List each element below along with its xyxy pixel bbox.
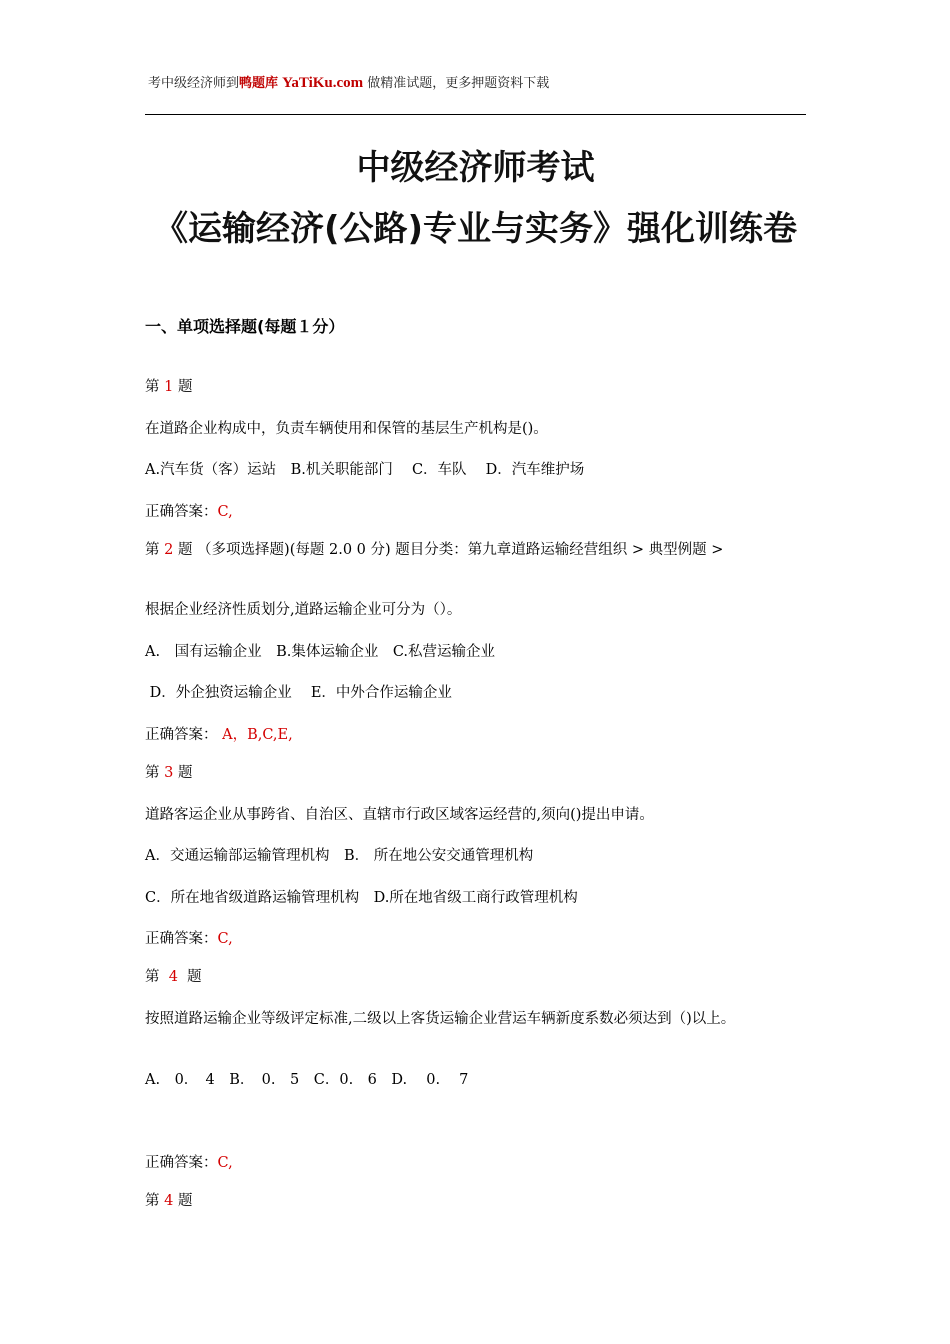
answer-value: A，B,C,E,	[217, 727, 293, 743]
question-label-suffix: 题	[173, 765, 193, 781]
section-heading: 一、单项选择题(每题１分）	[145, 317, 345, 336]
question-3-options-1: A．交通运输部运输管理机构 B． 所在地公安交通管理机构	[145, 848, 534, 864]
question-3-label	[145, 764, 810, 783]
question-2-options-2: D．外企独资运输企业 E．中外合作运输企业	[145, 685, 452, 701]
question-number: 3	[164, 765, 174, 781]
header-suffix: 做精准试题，更多押题资料下载	[367, 76, 550, 91]
header-prefix: 考中级经济师到	[148, 76, 240, 91]
question-1-options: A.汽车货（客）运站 B.机关职能部门 C．车队 D．汽车维护场	[145, 462, 585, 478]
question-4-label	[145, 968, 810, 987]
question-label-suffix: 题	[173, 379, 193, 395]
question-label-suffix: 题	[177, 969, 202, 985]
question-1-label	[145, 378, 810, 397]
brand-name-cn: 鸭题库	[239, 76, 279, 91]
document-title-line1: 中级经济师考试	[356, 148, 595, 188]
brand-name-en: YaTiKu.com	[282, 75, 364, 91]
question-number: 4	[168, 969, 178, 985]
question-label-prefix: 第	[145, 765, 165, 781]
question-4-stem: 按照道路运输企业等级评定标准,二级以上客货运输企业营运车辆新度系数必须达到（)以上。	[145, 1011, 736, 1027]
question-1-answer	[145, 503, 810, 522]
answer-value: C,	[217, 504, 233, 520]
question-2-answer	[145, 726, 810, 745]
header-divider	[145, 114, 806, 115]
question-number: 1	[164, 379, 174, 395]
question-label-prefix: 第	[145, 379, 165, 395]
answer-label: 正确答案：	[145, 504, 218, 520]
document-title-line2: 《运输经济(公路)专业与实务》强化训练卷	[153, 209, 798, 249]
question-3-answer	[145, 930, 810, 949]
question-label-prefix: 第	[145, 542, 165, 558]
answer-value: C,	[217, 931, 233, 947]
answer-value: C,	[217, 1155, 233, 1171]
question-label-suffix: 题	[173, 1193, 193, 1209]
question-number: 2	[164, 542, 174, 558]
question-label-prefix: 第	[145, 969, 169, 985]
question-label-prefix: 第	[145, 1193, 165, 1209]
question-1-stem: 在道路企业构成中，负责车辆使用和保管的基层生产机构是()。	[145, 421, 548, 437]
answer-label: 正确答案：	[145, 1155, 218, 1171]
question-3-stem: 道路客运企业从事跨省、自治区、直辖市行政区域客运经营的,须向()提出申请。	[145, 807, 654, 823]
question-number: 4	[164, 1193, 174, 1209]
question-5-label	[145, 1192, 810, 1211]
question-4-answer	[145, 1154, 810, 1173]
question-label-suffix: 题 （多项选择题)(每题 2.0 0 分) 题目分类：第九章道路运输经营组织 > 典型例题 >	[173, 542, 724, 558]
page-header	[148, 72, 549, 92]
question-2-label	[145, 541, 810, 560]
question-2-stem: 根据企业经济性质划分,道路运输企业可分为（）。	[145, 602, 462, 618]
answer-label: 正确答案：	[145, 727, 218, 743]
question-2-options-1: A. 国有运输企业 B.集体运输企业 C.私营运输企业	[145, 644, 496, 660]
answer-label: 正确答案：	[145, 931, 218, 947]
question-4-options: A. 0． 4 B． 0. 5 C．0. 6 D. 0. 7	[145, 1072, 469, 1088]
question-3-options-2: C．所在地省级道路运输管理机构 D.所在地省级工商行政管理机构	[145, 890, 578, 906]
